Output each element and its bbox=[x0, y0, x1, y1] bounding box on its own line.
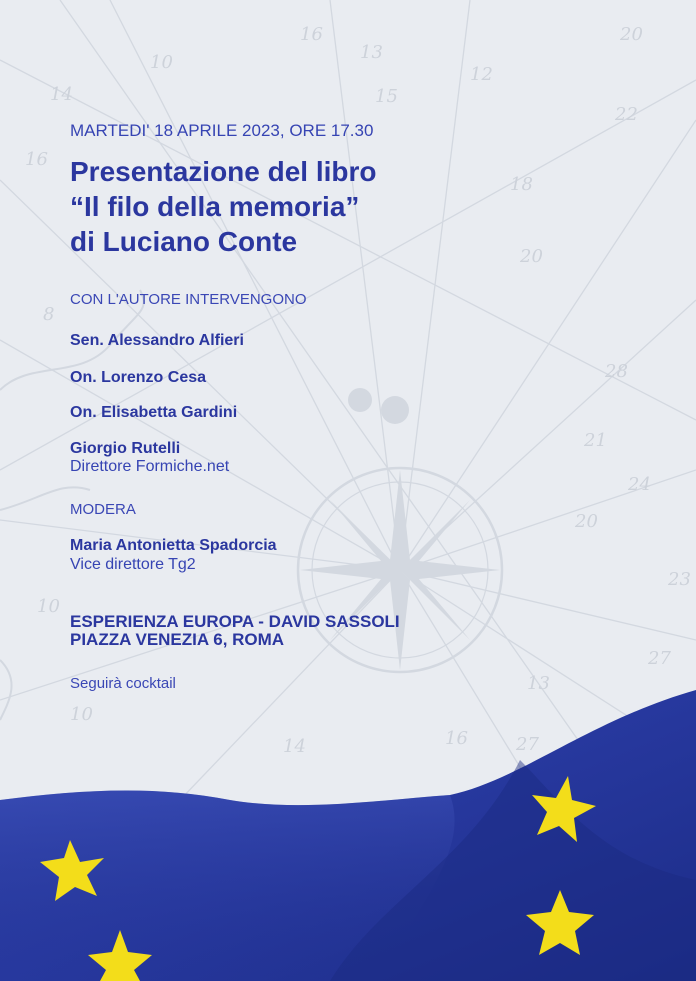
svg-text:20: 20 bbox=[620, 24, 643, 45]
svg-text:27: 27 bbox=[648, 648, 671, 669]
svg-text:16: 16 bbox=[300, 24, 323, 45]
speaker-role: Direttore Formiche.net bbox=[70, 458, 230, 475]
svg-text:10: 10 bbox=[150, 52, 173, 73]
title-line-3: di Luciano Conte bbox=[70, 226, 298, 257]
speaker-name: Giorgio Rutelli bbox=[70, 440, 181, 457]
svg-text:13: 13 bbox=[527, 673, 550, 694]
svg-text:8: 8 bbox=[43, 304, 55, 325]
moderator-role: Vice direttore Tg2 bbox=[70, 556, 196, 573]
speaker-name: On. Lorenzo Cesa bbox=[70, 369, 207, 386]
svg-text:16: 16 bbox=[25, 149, 48, 170]
svg-text:18: 18 bbox=[510, 174, 533, 195]
svg-text:23: 23 bbox=[668, 569, 691, 590]
svg-text:20: 20 bbox=[520, 246, 543, 267]
title-line-1: Presentazione del libro bbox=[70, 156, 377, 187]
svg-text:28: 28 bbox=[605, 361, 628, 382]
speaker-name: On. Elisabetta Gardini bbox=[70, 404, 238, 421]
footer-note: Seguirà cocktail bbox=[70, 675, 176, 692]
svg-text:10: 10 bbox=[70, 704, 93, 725]
speakers-heading: CON L'AUTORE INTERVENGONO bbox=[70, 291, 307, 308]
svg-text:14: 14 bbox=[283, 736, 306, 757]
svg-text:24: 24 bbox=[628, 474, 651, 495]
svg-text:15: 15 bbox=[375, 86, 398, 107]
speaker-name: Sen. Alessandro Alfieri bbox=[70, 332, 244, 349]
event-date-time: MARTEDI' 18 APRILE 2023, ORE 17.30 bbox=[70, 121, 374, 140]
svg-text:22: 22 bbox=[615, 104, 638, 125]
moderator-name: Maria Antonietta Spadorcia bbox=[70, 537, 277, 554]
venue-name: ESPERIENZA EUROPA - DAVID SASSOLI bbox=[70, 612, 400, 631]
svg-text:21: 21 bbox=[584, 430, 607, 451]
title-line-2: “Il filo della memoria” bbox=[70, 191, 360, 222]
event-title bbox=[70, 154, 377, 259]
venue-address: PIAZZA VENEZIA 6, ROMA bbox=[70, 630, 285, 649]
moderator-heading: MODERA bbox=[70, 501, 136, 518]
svg-text:10: 10 bbox=[37, 596, 60, 617]
svg-text:13: 13 bbox=[360, 42, 383, 63]
svg-text:12: 12 bbox=[470, 64, 493, 85]
svg-text:16: 16 bbox=[445, 728, 468, 749]
svg-text:20: 20 bbox=[575, 511, 598, 532]
svg-text:14: 14 bbox=[50, 84, 73, 105]
svg-text:27: 27 bbox=[516, 734, 539, 755]
